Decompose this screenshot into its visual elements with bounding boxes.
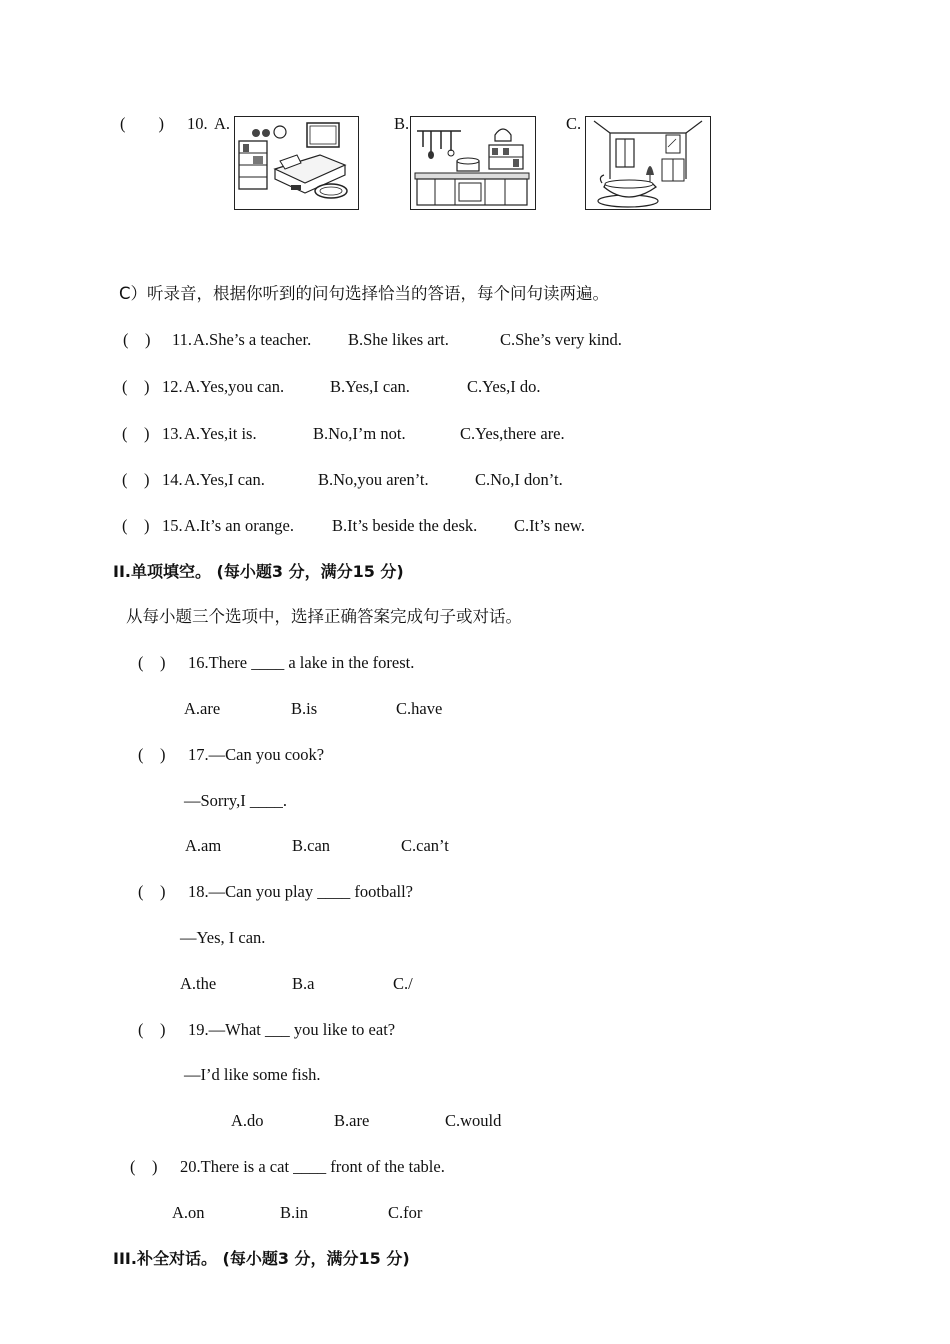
section-iii-heading: III.补全对话。 (每小题3 分，满分15 分) [113, 1249, 410, 1268]
bathroom-icon [586, 117, 710, 209]
question-stem: 16.There ____ a lake in the forest. [188, 653, 415, 672]
question-number: 12. [162, 377, 183, 396]
option-b[interactable]: B.It’s beside the desk. [332, 516, 478, 535]
option-a[interactable]: A.Yes,you can. [184, 377, 285, 396]
option-b[interactable]: B.No,you aren’t. [318, 470, 429, 489]
answer-paren[interactable]: ( ) [120, 114, 164, 133]
answer-paren[interactable]: ( ) [138, 882, 166, 901]
option-b-label: B. [394, 114, 410, 133]
option-c[interactable]: C.Yes,there are. [460, 424, 565, 443]
option-a[interactable]: A.It’s an orange. [184, 516, 294, 535]
question-number: 13. [162, 424, 183, 443]
question-number: 10. [187, 114, 208, 133]
question-stem: 18.—Can you play ____ football? [188, 882, 414, 901]
option-b[interactable]: B.Yes,I can. [330, 377, 410, 396]
bathroom-picture [585, 116, 711, 210]
option-a[interactable]: A.are [184, 699, 221, 718]
option-c[interactable]: C.She’s very kind. [500, 330, 622, 349]
answer-paren[interactable]: ( ) [138, 653, 166, 672]
option-b[interactable]: B.No,I’m not. [313, 424, 406, 443]
option-c-label: C. [566, 114, 582, 133]
section-ii-heading: II.单项填空。 (每小题3 分，满分15 分) [113, 562, 404, 581]
option-c[interactable]: C.It’s new. [514, 516, 585, 535]
kitchen-picture [410, 116, 536, 210]
option-c[interactable]: C./ [393, 974, 413, 993]
option-a[interactable]: A.do [231, 1111, 264, 1130]
question-stem: 19.—What ___ you like to eat? [188, 1020, 396, 1039]
option-c[interactable]: C.for [388, 1203, 423, 1222]
answer-paren[interactable]: ( ) [122, 424, 150, 443]
answer-paren[interactable]: ( ) [122, 470, 150, 489]
option-a[interactable]: A.am [185, 836, 222, 855]
dialogue-reply: —Yes, I can. [180, 928, 266, 947]
answer-paren[interactable]: ( ) [123, 330, 151, 349]
question-stem: 20.There is a cat ____ front of the table. [180, 1157, 445, 1176]
question-stem: 17.—Can you cook? [188, 745, 325, 764]
bedroom-picture [234, 116, 359, 210]
option-a[interactable]: A.the [180, 974, 217, 993]
question-number: 15. [162, 516, 183, 535]
question-number: 11. [172, 330, 193, 349]
option-a[interactable]: A.She’s a teacher. [193, 330, 312, 349]
option-c[interactable]: C.can’t [401, 836, 449, 855]
option-a-label: A. [214, 114, 231, 133]
answer-paren[interactable]: ( ) [138, 1020, 166, 1039]
option-a[interactable]: A.Yes,it is. [184, 424, 257, 443]
section-c-heading: C）听录音，根据你听到的问句选择恰当的答语，每个问句读两遍。 [119, 284, 610, 303]
option-b[interactable]: B.in [280, 1203, 308, 1222]
option-a[interactable]: A.on [172, 1203, 205, 1222]
option-c[interactable]: C.No,I don’t. [475, 470, 563, 489]
dialogue-reply: —Sorry,I ____. [184, 791, 287, 810]
option-b[interactable]: B.She likes art. [348, 330, 449, 349]
option-b[interactable]: B.a [292, 974, 315, 993]
option-b[interactable]: B.can [292, 836, 331, 855]
option-b[interactable]: B.are [334, 1111, 370, 1130]
answer-paren[interactable]: ( ) [122, 516, 150, 535]
question-number: 14. [162, 470, 183, 489]
option-c[interactable]: C.Yes,I do. [467, 377, 541, 396]
kitchen-icon [411, 117, 535, 209]
option-c[interactable]: C.would [445, 1111, 502, 1130]
answer-paren[interactable]: ( ) [122, 377, 150, 396]
option-b[interactable]: B.is [291, 699, 318, 718]
section-ii-instruction: 从每小题三个选项中，选择正确答案完成句子或对话。 [126, 607, 522, 626]
option-c[interactable]: C.have [396, 699, 443, 718]
option-a[interactable]: A.Yes,I can. [184, 470, 265, 489]
answer-paren[interactable]: ( ) [138, 745, 166, 764]
bedroom-icon [235, 117, 358, 209]
answer-paren[interactable]: ( ) [130, 1157, 158, 1176]
dialogue-reply: —I’d like some fish. [184, 1065, 321, 1084]
